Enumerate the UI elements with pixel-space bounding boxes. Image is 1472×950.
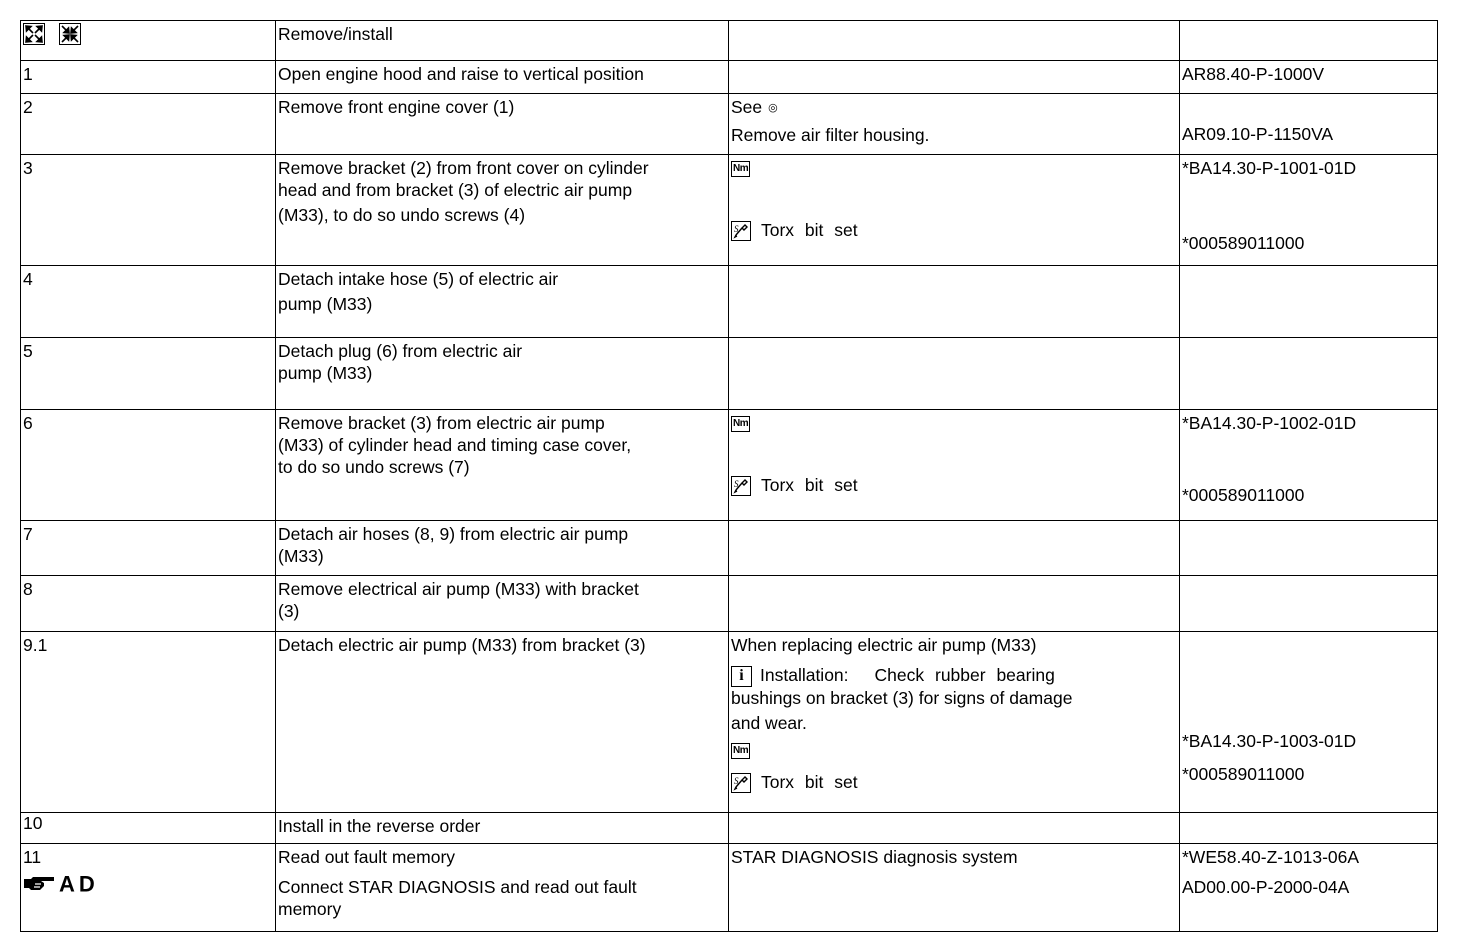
tool-icon[interactable] — [731, 221, 751, 241]
table-row — [21, 521, 1438, 576]
step-reference — [1180, 576, 1438, 632]
see-reference-icon[interactable]: ◎ — [768, 102, 778, 115]
info-icon: i — [731, 666, 752, 687]
step-description: Detach air hoses (8, 9) from electric air pump (M33) — [276, 521, 729, 576]
step-description: Remove bracket (3) from electric air pump (M33) of cylinder head and timing case cover, to do so undo screws (7) — [276, 410, 729, 521]
step-notes — [729, 576, 1180, 632]
svg-text:S: S — [734, 224, 739, 235]
step-description: Detach intake hose (5) of electric air pump (M33) — [276, 266, 729, 338]
table-row — [21, 338, 1438, 410]
step-notes: STAR DIAGNOSIS diagnosis system — [729, 844, 1180, 932]
step-description: Detach electric air pump (M33) from bracket (3) — [276, 632, 729, 813]
step-number: 9.1 — [21, 632, 276, 813]
step-notes: Nm S Torx bit set — [729, 155, 1180, 266]
step-number: 6 — [21, 410, 276, 521]
step-notes — [729, 61, 1180, 94]
step-number: 2 — [21, 94, 276, 155]
table-row — [21, 844, 1438, 932]
step-description: Install in the reverse order — [276, 813, 729, 844]
table-row — [21, 155, 1438, 266]
remove-arrows-icon — [23, 23, 45, 45]
step-number: 7 — [21, 521, 276, 576]
step-number: 1 — [21, 61, 276, 94]
step-number: 3 — [21, 155, 276, 266]
install-arrows-icon — [59, 23, 81, 45]
header-title — [276, 21, 729, 61]
step-description: Detach plug (6) from electric air pump (M33) — [276, 338, 729, 410]
step-reference — [1180, 521, 1438, 576]
torque-nm-icon[interactable]: Nm — [731, 416, 750, 432]
table-row — [21, 61, 1438, 94]
svg-text:S: S — [734, 776, 739, 787]
header-icons-cell — [21, 21, 276, 61]
pointing-hand-icon — [23, 875, 57, 893]
step-number: 4 — [21, 266, 276, 338]
step-notes — [729, 813, 1180, 844]
step-notes: See ◎ Remove air filter housing. — [729, 94, 1180, 155]
step-reference — [1180, 266, 1438, 338]
step-notes: Nm S Torx bit set — [729, 410, 1180, 521]
tool-icon[interactable] — [731, 476, 751, 496]
step-reference[interactable]: *BA14.30-P-1002-01D *000589011000 — [1180, 410, 1438, 521]
step-number: 8 — [21, 576, 276, 632]
empty-cell — [1180, 21, 1438, 61]
step-reference[interactable]: *WE58.40-Z-1013-06A AD00.00-P-2000-04A — [1180, 844, 1438, 932]
ad-label: AD — [59, 871, 99, 897]
step-reference[interactable]: AR09.10-P-1150VA — [1180, 94, 1438, 155]
step-reference — [1180, 338, 1438, 410]
torque-nm-icon[interactable]: Nm — [731, 161, 750, 177]
header-title-text: Remove/install — [278, 24, 393, 44]
step-number: 10 — [21, 813, 276, 844]
step-notes: When replacing electric air pump (M33) i Installation: Check rubber bearing bushings on bracket (3) for signs of damage and wear. Nm S Torx bit set — [729, 632, 1180, 813]
torque-nm-icon[interactable]: Nm — [731, 743, 750, 759]
table-row — [21, 576, 1438, 632]
empty-cell — [729, 21, 1180, 61]
step-description: Remove bracket (2) from front cover on cylinder head and from bracket (3) of electric air pump (M33), to do so undo screws (4) — [276, 155, 729, 266]
step-description: Open engine hood and raise to vertical position — [276, 61, 729, 94]
header-row — [21, 21, 1438, 61]
step-reference[interactable]: *BA14.30-P-1001-01D *000589011000 — [1180, 155, 1438, 266]
table-row — [21, 410, 1438, 521]
tool-icon[interactable] — [731, 773, 751, 793]
step-reference — [1180, 813, 1438, 844]
procedure-table — [20, 20, 1438, 932]
step-reference[interactable]: *BA14.30-P-1003-01D *000589011000 — [1180, 632, 1438, 813]
step-description: Remove front engine cover (1) — [276, 94, 729, 155]
table-row — [21, 94, 1438, 155]
step-number: 5 — [21, 338, 276, 410]
step-notes — [729, 266, 1180, 338]
table-row — [21, 813, 1438, 844]
svg-text:S: S — [734, 479, 739, 490]
step-notes — [729, 521, 1180, 576]
step-notes — [729, 338, 1180, 410]
step-reference[interactable]: AR88.40-P-1000V — [1180, 61, 1438, 94]
step-description: Read out fault memory Connect STAR DIAGNOSIS and read out fault memory — [276, 844, 729, 932]
step-number: 11 AD — [21, 844, 276, 932]
step-description: Remove electrical air pump (M33) with bracket (3) — [276, 576, 729, 632]
table-row — [21, 266, 1438, 338]
table-row — [21, 632, 1438, 813]
